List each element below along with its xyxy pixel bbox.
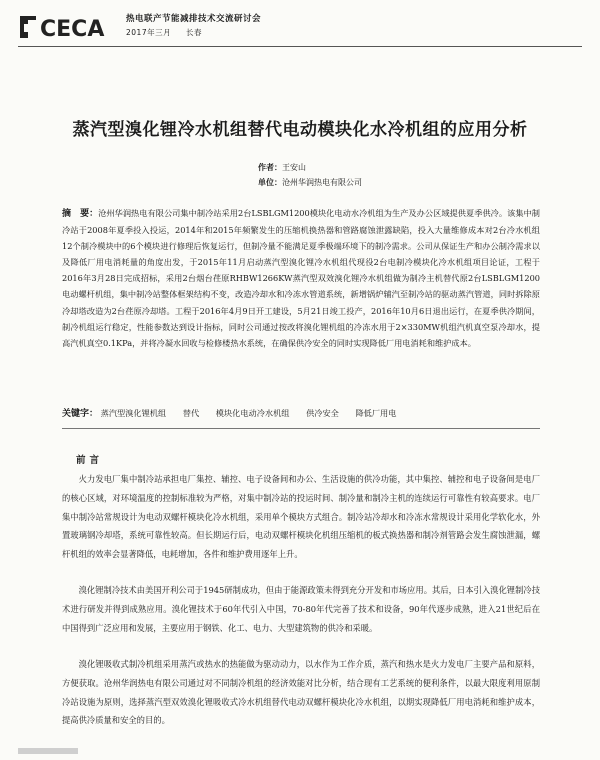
conference-location: 长春 xyxy=(185,28,202,37)
conference-name: 热电联产节能减排技术交流研讨会 xyxy=(126,14,262,24)
body-paragraph: 溴化锂吸收式制冷机组采用蒸汽或热水的热能做为驱动动力，以水作为工作介质，蒸汽和热水是火力发电厂主要产品和原料，方便获取。沧州华润热电有限公司通过对不同制冷机组的经济效能对比分析，结合现有工艺系统的便利条件，以最大限度利用原制冷站设施为原则，选择蒸汽型双效溴化锂吸收式冷水机组替代电动双螺杆模块化冷水机组，以期实现降低厂用电消耗和维护成本，提高供冷质量和安全的目的。 xyxy=(62,659,540,726)
unit-line xyxy=(258,175,362,190)
section-divider xyxy=(62,428,540,429)
author-label: 作者： xyxy=(258,162,282,172)
logo-text: CECA xyxy=(40,17,105,42)
keywords xyxy=(62,406,540,419)
header-rule xyxy=(18,46,582,47)
abstract-text: 沧州华润热电有限公司集中制冷站采用2台LSBLGM1200模块化电动水冷机组为生产及办公区域提供夏季供冷。该集中制冷站于2008年夏季投入投运，2014年和2015年频繁发生的压缩机换热器和管路腐蚀泄露缺陷，投入大量维修成本对2台冷水机组12个制冷模块中的6个模块进行修理后恢复运行，但制冷量不能满足夏季极端环境下的制冷需求。公司从保证生产和办公制冷需求以及降低厂用电消耗量的角度出发，于2015年11月启动蒸汽型溴化锂冷水机组代现役2台电制冷模块化冷水机组项目论证，工程于2016年3月28日完成招标，采用2台烟台荏原RHBW1266KW蒸汽型双效溴化锂冷水机组做为制冷主机替代原2台LSBLGM1200电动螺杆机组，集中制冷站整体框架结构不变，改造冷却水和冷冻水管道系统，新增锅炉辅汽至制冷站的驱动蒸汽管道，同时拆除原冷却塔改造为2台荏原冷却塔。工程于2016年4月9日开工建设，5月21日竣工投产，2016年10月6日退出运行，在夏季供冷期间，制冷机组运行稳定，性能参数达到设计指标，同时公司通过按改将溴化锂机组的冷冻水用于2×330MW机组汽机真空泵冷却水，提高汽机真空0.1KPa，并将冷凝水回收与检修楼热水系统，在确保供冷安全的同时实现降低厂用电消耗和维护成本。 xyxy=(62,208,540,348)
page-header xyxy=(18,10,582,50)
keywords-label: 关键字： xyxy=(62,409,99,419)
conference-meta xyxy=(126,27,261,38)
section-title: 前言 xyxy=(76,455,104,466)
author-line xyxy=(258,160,362,175)
footer-mark xyxy=(18,748,78,754)
body-paragraph: 火力发电厂集中制冷站承担电厂集控、辅控、电子设备间和办公、生活设施的供冷功能，其中集控、辅控和电子设备间是电厂的核心区域，对环境温度的控制标准较为严格，对集中制冷站的投运时间、制冷量和制冷主机的连续运行可靠性有较高要求。电厂集中制冷站常规设计为电动双螺杆模块化冷水机组，采用单个模块方式组合。制冷站冷却水和冷冻水常规设计采用化学软化水，外置玻璃钢冷却塔，系统可靠性较高。但长期运行后，电动双螺杆模块化机组压缩机的板式换热器和制冷剂管路会发生腐蚀泄漏，螺杆机组的效率会显著降低，电耗增加，各件和维护费用逐年上升。 xyxy=(62,474,540,560)
unit-name: 沧州华润热电有限公司 xyxy=(282,178,362,187)
body-paragraph: 溴化锂制冷技术由美国开利公司于1945研制成功，但由于能源政策未得到充分开发和市场应用。其后，日本引入溴化锂制冷技术进行研发并得到成熟应用。溴化锂技术于60年代引入中国，70-80年代完善了技术和设备，90年代逐步成熟，进入21世纪后在中国得到广泛应用和发展，主要应用于钢铁、化工、电力、大型建筑物的供冷和采暖。 xyxy=(62,585,540,633)
conference-date: 2017年三月 xyxy=(126,28,172,37)
author-name: 王安山 xyxy=(282,163,306,172)
header-text xyxy=(126,12,261,38)
byline xyxy=(258,160,362,190)
unit-label: 单位： xyxy=(258,177,282,187)
keyword: 供冷安全 xyxy=(306,408,339,418)
keyword: 降低厂用电 xyxy=(355,408,397,418)
paper-title: 蒸汽型溴化锂冷水机组替代电动模块化水冷机组的应用分析 xyxy=(72,120,528,140)
abstract-label: 摘 要： xyxy=(62,209,99,219)
keyword: 替代 xyxy=(182,408,200,418)
keyword: 模块化电动冷水机组 xyxy=(215,408,290,418)
keyword: 蒸汽型溴化锂机组 xyxy=(100,408,167,418)
abstract xyxy=(62,205,540,351)
ceca-logo xyxy=(18,12,118,42)
